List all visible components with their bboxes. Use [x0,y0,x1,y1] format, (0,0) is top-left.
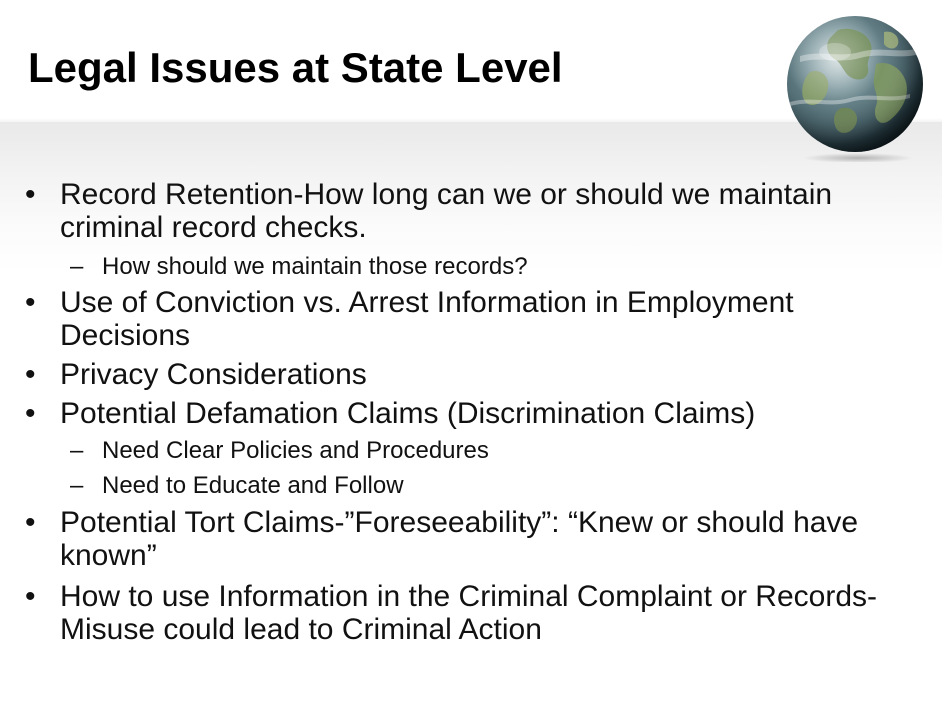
bullet-text: Potential Tort Claims-”Foreseeability”: “Knew or should have known” [60,506,859,572]
slide-title: Legal Issues at State Level [28,44,563,91]
sub-bullet-text: Need to Educate and Follow [102,472,404,499]
sub-bullet-marker: – [70,253,84,280]
bullet-text: Use of Conviction vs. Arrest Information in Employment Decisions [60,286,794,352]
sub-bullet-text: How should we maintain those records? [102,253,528,280]
bullet-marker: • [25,178,36,211]
sub-bullet-text: Need Clear Policies and Procedures [102,437,489,464]
bullet-text: Privacy Considerations [60,358,367,391]
bullet-marker: • [25,580,36,613]
bullet-marker: • [25,358,36,391]
bullet-marker: • [25,286,36,319]
bullet-text: How to use Information in the Criminal Complaint or Records-Misuse could lead to Criminal Action [60,580,877,646]
sub-bullet-marker: – [70,437,84,464]
bullet-text: Record Retention-How long can we or should we maintain criminal record checks. [60,178,833,244]
bullet-marker: • [25,397,36,430]
bullet-marker: • [25,506,36,539]
globe-icon [780,12,930,162]
bullet-text: Potential Defamation Claims (Discrimination Claims) [60,397,756,430]
sub-bullet-marker: – [70,472,84,499]
